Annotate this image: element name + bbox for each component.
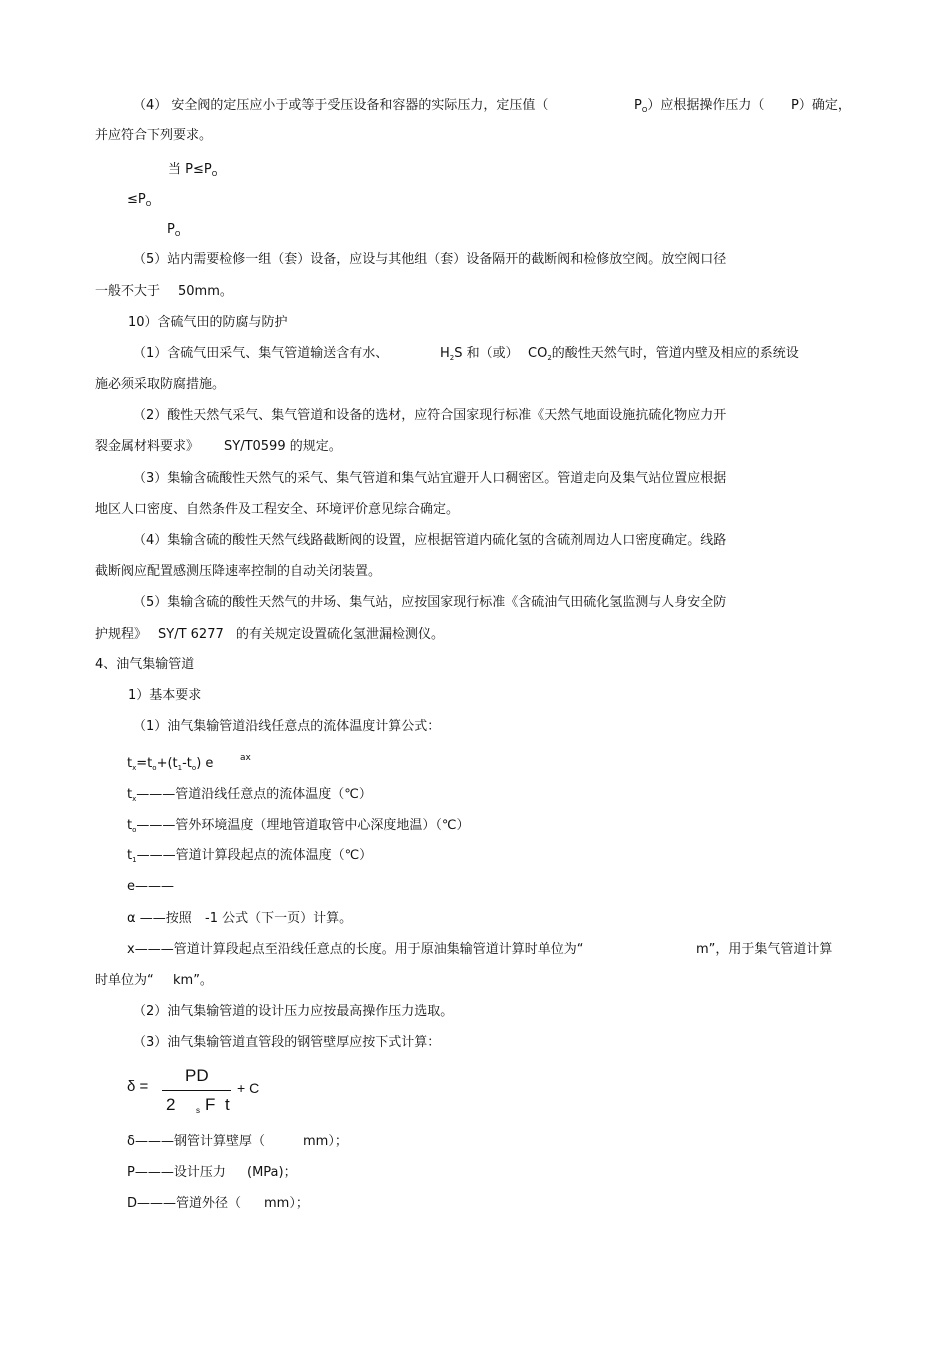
- text-line: 截断阀应配置感测压降速率控制的自动关闭装置。: [95, 564, 382, 579]
- text-line: -1 公式（下一页）计算。: [205, 911, 353, 926]
- text-line: D———管道外径（: [127, 1196, 242, 1211]
- text-line: 时单位为“: [95, 973, 154, 988]
- text-line: δ———钢管计算壁厚（: [127, 1134, 265, 1149]
- text-line: SY/T0599 的规定。: [224, 439, 342, 454]
- text-line: （4） 安全阀的定压应小于或等于受压设备和容器的实际压力，定压值（: [133, 98, 549, 113]
- text-line: 当 $P\le P_O$: [168, 162, 218, 178]
- text-line: 并应符合下列要求。: [95, 128, 213, 143]
- document-page: （4） 安全阀的定压应小于或等于受压设备和容器的实际压力，定压值（ $P_O$）应根据操作压力（ P）确定， 并应符合下列要求。 当 $P\le P_O$ $\le P_O$ $P_O$ （5）站内需要检修一组（套）设备，应设与其他组（套）设备隔开的截断阀和检修放空阀。放空阀口径 一般不大于 50mm。 10）含硫气田的防腐与防护 （1）含硫气田采气、集气管道输送含有水、 $H_2S$ 和（或） $CO_2$的酸性天然气时，管道内壁及相应的系统设 施必须采取防腐措施。 （2）酸性天然气采气、集气管道和设备的选材，应符合国家现行标准《天然气地面设施抗硫化物应力开 裂金属材料要求》 SY/T0599 的规定。 （3）集输含硫酸性天然气的采气、集气管道和集气站宜避开人口稠密区。管道走向及集气站位置应根据 地区人口密度、自然条件及工程安全、环境评价意见综合确定。 （4）集输含硫的酸性天然气线路截断阀的设置，应根据管道内硫化氢的含硫剂周边人口密度确定。线路 截断阀应配置感测压降速率控制的自动关闭装置。 （5）集输含硫的酸性天然气的井场、集气站，应按国家现行标准《含硫油气田硫化氢监测与人身安全防 护规程》 SY/T 6277 的有关规定设置硫化氢泄漏检测仪。 4、油气集输管道 1）基本要求 （1）油气集输管道沿线任意点的流体温度计算公式： $t_x=t_o+(t_1-t_o)$ e ax $t_x———$管道沿线任意点的流体温度（℃） $t_o———$管外环境温度（埋地管道取管中心深度地温）（℃） $t_1———$管道计算段起点的流体温度（℃） e——— α ——按照 -1 公式（下一页）计算。 x———管道计算段起点至沿线任意点的长度。用于原油集输管道计算时单位为“ m”，用于集气管道计算 时单位为“ km”。 （2）油气集输管道的设计压力应按最高操作压力选取。 （3）油气集输管道直管段的钢管壁厚应按下式计算： δ = PD 2 s F t + C δ———钢管计算壁厚（ mm）； P———设计压力 (MPa)； D———管道外径（ mm）；: [95, 98, 851, 1211]
- text-line: （5）集输含硫的酸性天然气的井场、集气站，应按国家现行标准《含硫油气田硫化氢监测与人身安全防: [133, 595, 727, 610]
- text-line: 施必须采取防腐措施。: [95, 377, 226, 392]
- text-line: （5）站内需要检修一组（套）设备，应设与其他组（套）设备隔开的截断阀和检修放空阀。放空阀口径: [133, 252, 727, 267]
- text-line: （3）油气集输管道直管段的钢管壁厚应按下式计算：: [133, 1035, 441, 1050]
- exponent: ax: [240, 753, 251, 763]
- text-line: $t_o———$管外环境温度（埋地管道取管中心深度地温）（℃）: [127, 818, 470, 834]
- text-line: $t_x———$管道沿线任意点的流体温度（℃）: [127, 787, 372, 803]
- text-line: 50mm。: [178, 284, 233, 299]
- temperature-formula: $t_x=t_o+(t_1-t_o)$ e: [127, 756, 214, 772]
- text-line: 护规程》: [95, 627, 148, 642]
- text-line: SY/T 6277: [158, 627, 224, 642]
- text-line: $t_1———$管道计算段起点的流体温度（℃）: [127, 848, 373, 864]
- text-line: mm）；: [264, 1196, 309, 1211]
- section-heading: 10）含硫气田的防腐与防护: [128, 315, 288, 330]
- text-line: （2）酸性天然气采气、集气管道和设备的选材，应符合国家现行标准《天然气地面设施抗硫化物应力开: [133, 408, 727, 423]
- text-line: α ——按照: [127, 911, 192, 926]
- text-line: （4）集输含硫的酸性天然气线路截断阀的设置，应根据管道内硫化氢的含硫剂周边人口密度确定。线路: [133, 533, 727, 548]
- text-line: x———管道计算段起点至沿线任意点的长度。用于原油集输管道计算时单位为“: [127, 942, 584, 957]
- text-line: mm）；: [303, 1134, 348, 1149]
- text-line: $\le P_O$: [127, 192, 152, 208]
- text-line: (MPa)；: [247, 1165, 297, 1180]
- text-line: P）确定，: [791, 98, 851, 113]
- fraction-bar: [162, 1090, 231, 1091]
- text-line: $H_2S$ 和（或）: [440, 346, 519, 362]
- formula-numerator: PD: [185, 1066, 209, 1085]
- text-line: （1）含硫气田采气、集气管道输送含有水、: [133, 346, 389, 361]
- text-line: 地区人口密度、自然条件及工程安全、环境评价意见综合确定。: [95, 502, 460, 517]
- text-line: e———: [127, 879, 174, 894]
- text-line: （2）油气集输管道的设计压力应按最高操作压力选取。: [133, 1004, 454, 1019]
- text-line: $CO_2$的酸性天然气时，管道内壁及相应的系统设: [528, 346, 799, 362]
- text-line: $P_O$: [167, 222, 181, 238]
- text-line: 一般不大于: [95, 284, 161, 299]
- text-line: （1）油气集输管道沿线任意点的流体温度计算公式：: [133, 719, 441, 734]
- text-line: $P_O$）应根据操作压力（: [634, 98, 765, 114]
- text-line: 的有关规定设置硫化氢泄漏检测仪。: [236, 627, 445, 642]
- text-line: （3）集输含硫酸性天然气的采气、集气管道和集气站宜避开人口稠密区。管道走向及集气站位置应根据: [133, 471, 727, 486]
- text-line: km”。: [173, 973, 213, 988]
- text-line: P———设计压力: [127, 1165, 226, 1180]
- text-line: 裂金属材料要求》: [95, 439, 200, 454]
- section-heading: 4、油气集输管道: [95, 657, 195, 672]
- text-line: m”，用于集气管道计算: [696, 942, 833, 957]
- subsection-heading: 1）基本要求: [128, 688, 202, 703]
